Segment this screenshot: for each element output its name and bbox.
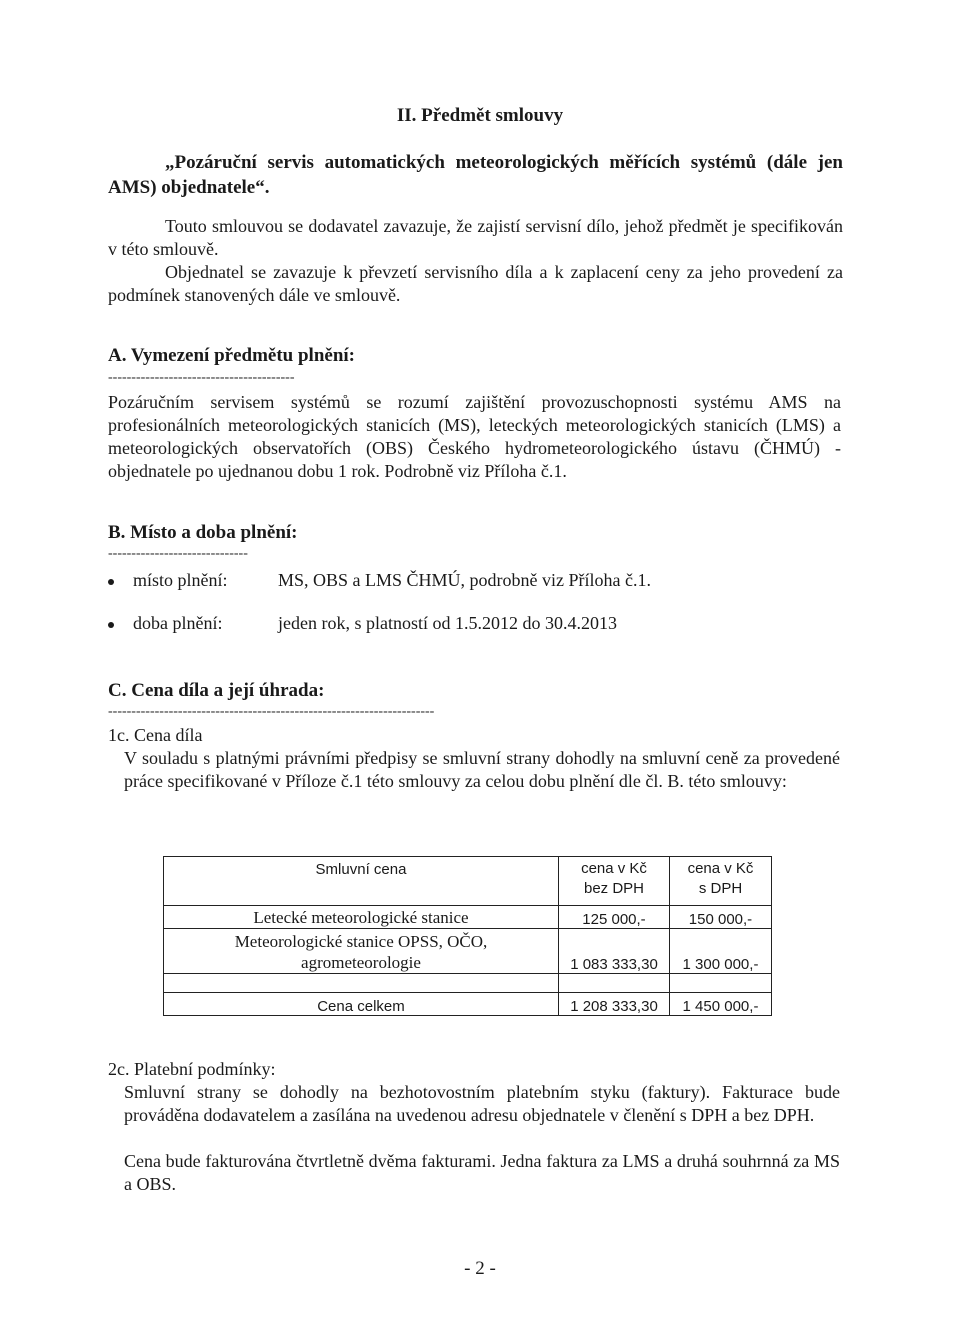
contract-subject-title: „Pozáruční servis automatických meteorologických měřících systémů (dále jen AMS) objednatele“. — [108, 152, 843, 198]
row-price-without-vat: 125 000,- — [559, 906, 670, 929]
table-total-row — [164, 993, 772, 1016]
subsection-2c-text-1: Smluvní strany se dohodly na bezhotovostním platebním styku (faktury). Fakturace bude prováděna dodavatelem a zasílána na uvedenou adresu objednatele v členění s DPH a bez DPH. — [124, 1082, 840, 1125]
subsection-2c-text-2: Cena bude fakturována čtvrtletně dvěma fakturami. Jedna faktura za LMS a druhá souhrnná za MS a OBS. — [124, 1151, 840, 1194]
intro-paragraph-1: Touto smlouvou se dodavatel zavazuje, že zajistí servisní dílo, jehož předmět je specifikován v této smlouvě. — [108, 216, 843, 259]
total-label: Cena celkem — [164, 993, 559, 1016]
total-price-with-vat: 1 450 000,- — [670, 993, 772, 1016]
subsection-1c-title: 1c. Cena díla — [108, 725, 203, 745]
row-name: Letecké meteorologické stanice — [164, 906, 559, 929]
table-row — [164, 929, 772, 974]
row-price-with-vat: 1 300 000,- — [670, 929, 772, 974]
section-a-divider: ---------------------------------------- — [108, 370, 295, 385]
header-price-with-vat: cena v Kč s DPH — [670, 857, 772, 906]
section-a-title: A. Vymezení předmětu plnění: — [108, 345, 355, 366]
page-number: - 2 - — [464, 1258, 496, 1279]
subsection-2c-title: 2c. Platební podmínky: — [108, 1059, 276, 1079]
section-heading: II. Předmět smlouvy — [396, 105, 564, 126]
section-c-title: C. Cena díla a její úhrada: — [108, 680, 325, 701]
table-row — [164, 906, 772, 929]
row-price-with-vat: 150 000,- — [670, 906, 772, 929]
price-table — [163, 856, 772, 1016]
header-price-without-vat: cena v Kč bez DPH — [559, 857, 670, 906]
section-a-text: Pozáručním servisem systémů se rozumí zajištění provozuschopnosti systému AMS na profesionálních meteorologických stanicích (MS), leteckých meteorologických stanicích (LMS) a meteorologických observatořích (OBS) Českého hydrometeorologického ústavu (ČHMÚ) - objednatele po ujednanou dobu 1 rok. Podrobně viz Příloha č.1. — [108, 392, 841, 481]
section-b-title: B. Místo a doba plnění: — [108, 522, 298, 543]
place-value: MS, OBS a LMS ČHMÚ, podrobně viz Příloha č.1. — [278, 570, 651, 590]
table-spacer-row — [164, 974, 772, 993]
bullet-icon — [108, 622, 114, 628]
list-item — [0, 570, 960, 595]
section-b-divider: ------------------------------ — [108, 546, 248, 561]
row-name: Meteorologické stanice OPSS, OČO, agrometeorologie — [164, 929, 559, 974]
time-value: jeden rok, s platností od 1.5.2012 do 30.4.2013 — [278, 613, 617, 633]
place-label: místo plnění: — [133, 570, 228, 590]
row-price-without-vat: 1 083 333,30 — [559, 929, 670, 974]
subsection-1c-text: V souladu s platnými právními předpisy se smluvní strany dohodly na smluvní ceně za provedené práce specifikované v Příloze č.1 této smlouvy za celou dobu plnění dle čl. B. této smlouvy: — [124, 748, 840, 791]
time-label: doba plnění: — [133, 613, 223, 633]
header-contract-price: Smluvní cena — [164, 857, 559, 906]
bullet-icon — [108, 579, 114, 585]
total-price-without-vat: 1 208 333,30 — [559, 993, 670, 1016]
intro-paragraph-2: Objednatel se zavazuje k převzetí servisního díla a k zaplacení ceny za jeho provedení za podmínek stanovených dále ve smlouvě. — [108, 262, 843, 305]
table-header-row — [164, 857, 772, 906]
list-item — [0, 613, 960, 638]
section-c-divider: ---------------------------------------------------------------------- — [108, 704, 435, 719]
